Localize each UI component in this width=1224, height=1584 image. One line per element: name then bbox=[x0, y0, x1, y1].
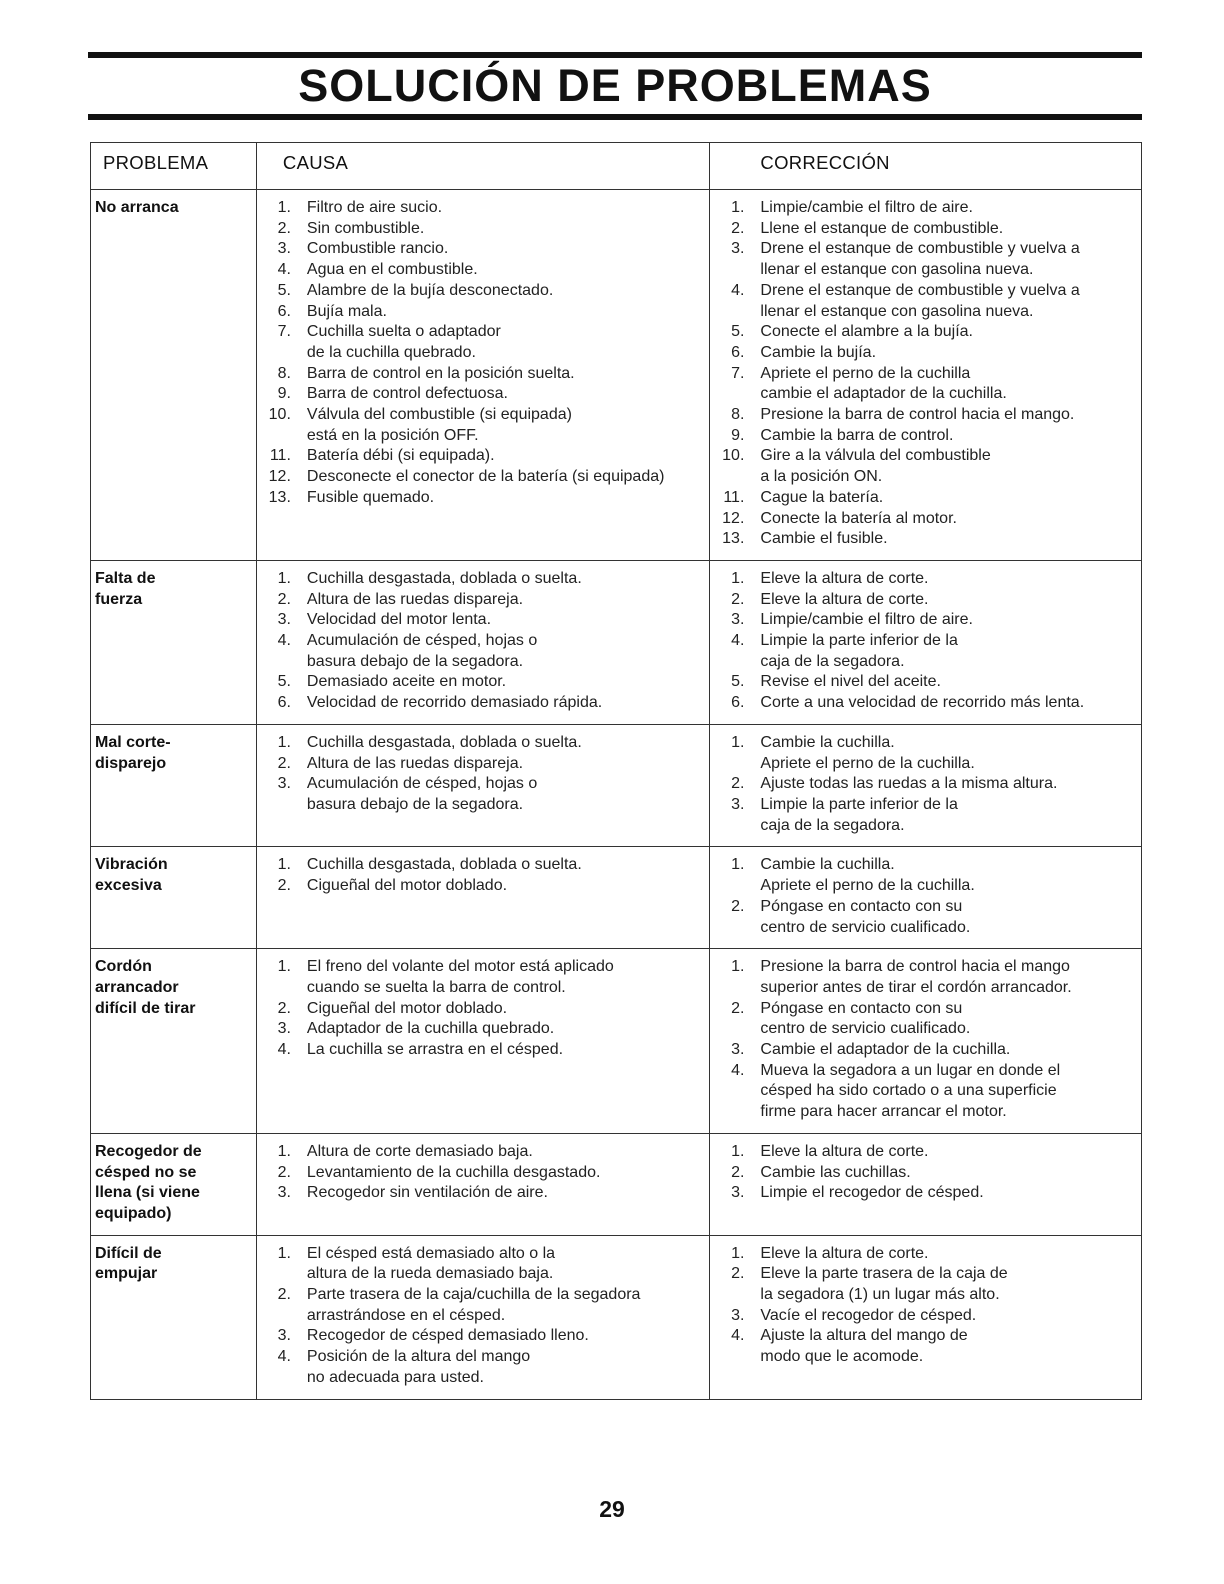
correction-item-number: 2. bbox=[731, 999, 745, 1017]
correction-item bbox=[710, 1183, 1141, 1204]
cause-cell bbox=[256, 847, 710, 949]
cause-item-text: Posición de la altura del mango no adecuada para usted. bbox=[306, 1348, 531, 1386]
cause-item-number: 2. bbox=[277, 219, 291, 237]
correction-item-text: Eleve la altura de corte. bbox=[760, 1142, 929, 1160]
correction-item-number: 12. bbox=[722, 509, 745, 527]
problem-cell: Falta de fuerza bbox=[91, 560, 257, 724]
cause-item-text: Cuchilla desgastada, doblada o suelta. bbox=[306, 569, 582, 587]
table-header-row bbox=[91, 143, 1142, 190]
cause-item-number: 13. bbox=[268, 488, 291, 506]
correction-item bbox=[710, 999, 1141, 1040]
cause-item-text: Acumulación de césped, hojas o basura debajo de la segadora. bbox=[306, 632, 538, 670]
correction-item-number: 4. bbox=[731, 281, 745, 299]
cause-item-number: 4. bbox=[277, 1348, 291, 1366]
correction-item-text: Cambie las cuchillas. bbox=[760, 1163, 911, 1181]
correction-item-number: 1. bbox=[731, 733, 745, 751]
correction-item-number: 2. bbox=[731, 775, 745, 793]
problem-cell: Difícil de empujar bbox=[91, 1235, 257, 1399]
cause-item-number: 2. bbox=[277, 754, 291, 772]
cause-item-text: Sin combustible. bbox=[306, 219, 425, 237]
correction-item-text: Llene el estanque de combustible. bbox=[760, 219, 1004, 237]
cause-item bbox=[257, 733, 710, 754]
correction-item bbox=[710, 488, 1141, 509]
cause-item-text: Combustible rancio. bbox=[306, 240, 449, 258]
column-header-causa: CAUSA bbox=[256, 143, 710, 190]
correction-item bbox=[710, 446, 1141, 487]
cause-item-text: Bujía mala. bbox=[306, 302, 387, 320]
cause-item bbox=[257, 1019, 710, 1040]
cause-item-text: El césped está demasiado alto o la altura de la rueda demasiado baja. bbox=[306, 1244, 556, 1283]
correction-item bbox=[710, 610, 1141, 631]
correction-item-number: 1. bbox=[731, 958, 745, 976]
correction-item bbox=[710, 1244, 1141, 1265]
correction-item bbox=[710, 1142, 1141, 1163]
correction-item bbox=[710, 897, 1141, 938]
cause-item bbox=[257, 754, 710, 775]
correction-item-text: Mueva la segadora a un lugar en donde el césped ha sido cortado o a una superficie firme para hacer arrancar el motor. bbox=[760, 1061, 1061, 1121]
cause-cell bbox=[256, 1133, 710, 1235]
cause-item bbox=[257, 302, 710, 323]
cause-item-number: 8. bbox=[277, 364, 291, 382]
cause-item-number: 5. bbox=[277, 281, 291, 299]
table-row bbox=[91, 949, 1142, 1134]
cause-item bbox=[257, 488, 710, 509]
correction-item-number: 2. bbox=[731, 590, 745, 608]
correction-item-text: Drene el estanque de combustible y vuelva a llenar el estanque con gasolina nueva. bbox=[760, 240, 1080, 279]
correction-item-number: 4. bbox=[731, 1327, 745, 1345]
correction-item-number: 1. bbox=[731, 856, 745, 874]
cause-item-text: Desconecte el conector de la batería (si equipada) bbox=[306, 468, 665, 486]
correction-item-text: Cambie la cuchilla. Apriete el perno de la cuchilla. bbox=[760, 856, 975, 895]
correction-item-text: Limpie la parte inferior de la caja de la segadora. bbox=[760, 632, 958, 670]
correction-item bbox=[710, 1061, 1141, 1123]
correction-item-number: 3. bbox=[731, 1306, 745, 1324]
cause-item-number: 1. bbox=[277, 733, 291, 751]
cause-item bbox=[257, 569, 710, 590]
correction-item bbox=[710, 343, 1141, 364]
correction-item-number: 10. bbox=[722, 447, 745, 465]
cause-item bbox=[257, 467, 710, 488]
correction-item-number: 5. bbox=[731, 323, 745, 341]
correction-cell bbox=[710, 847, 1142, 949]
cause-item bbox=[257, 405, 710, 446]
column-header-correccion: CORRECCIÓN bbox=[710, 143, 1142, 190]
correction-item bbox=[710, 1326, 1141, 1367]
cause-item-number: 2. bbox=[277, 999, 291, 1017]
cause-item-number: 10. bbox=[268, 406, 291, 424]
correction-item-text: Cambie el fusible. bbox=[760, 530, 888, 548]
correction-item-number: 1. bbox=[731, 1142, 745, 1160]
problem-cell: Vibración excesiva bbox=[91, 847, 257, 949]
cause-item-number: 4. bbox=[277, 1041, 291, 1059]
cause-item bbox=[257, 999, 710, 1020]
correction-item-text: Cague la batería. bbox=[760, 488, 884, 506]
correction-item-number: 3. bbox=[731, 1041, 745, 1059]
correction-item-number: 8. bbox=[731, 406, 745, 424]
correction-item-text: Póngase en contacto con su centro de servicio cualificado. bbox=[760, 897, 971, 936]
cause-cell bbox=[256, 560, 710, 724]
correction-item-number: 1. bbox=[731, 569, 745, 587]
correction-item bbox=[710, 672, 1141, 693]
correction-item-number: 1. bbox=[731, 199, 745, 216]
cause-item bbox=[257, 1347, 710, 1388]
troubleshooting-table bbox=[90, 142, 1142, 1400]
cause-item-text: Adaptador de la cuchilla quebrado. bbox=[306, 1020, 555, 1038]
cause-item-text: Agua en el combustible. bbox=[306, 261, 478, 279]
cause-item-number: 1. bbox=[277, 958, 291, 976]
cause-item bbox=[257, 1326, 710, 1347]
cause-item bbox=[257, 1183, 710, 1204]
correction-item-text: Ajuste la altura del mango de modo que le acomode. bbox=[760, 1327, 968, 1366]
cause-item-number: 3. bbox=[277, 1327, 291, 1345]
correction-item-text: Conecte el alambre a la bujía. bbox=[760, 323, 973, 341]
cause-cell bbox=[256, 724, 710, 847]
correction-item bbox=[710, 281, 1141, 322]
problem-cell: No arranca bbox=[91, 190, 257, 561]
cause-item-number: 12. bbox=[268, 468, 291, 486]
cause-item bbox=[257, 774, 710, 815]
cause-item-text: Levantamiento de la cuchilla desgastado. bbox=[306, 1163, 601, 1181]
correction-item bbox=[710, 795, 1141, 836]
cause-item-text: Acumulación de césped, hojas o basura debajo de la segadora. bbox=[306, 775, 538, 813]
cause-cell bbox=[256, 949, 710, 1134]
correction-item bbox=[710, 529, 1141, 550]
cause-item-text: Altura de las ruedas dispareja. bbox=[306, 590, 524, 608]
cause-item-text: Altura de corte demasiado baja. bbox=[306, 1142, 533, 1160]
correction-cell bbox=[710, 1133, 1142, 1235]
cause-item-text: Altura de las ruedas dispareja. bbox=[306, 754, 524, 772]
correction-item bbox=[710, 364, 1141, 405]
cause-item-text: Alambre de la bujía desconectado. bbox=[306, 281, 554, 299]
cause-item bbox=[257, 957, 710, 998]
cause-item-number: 1. bbox=[277, 1244, 291, 1262]
correction-item bbox=[710, 426, 1141, 447]
cause-cell bbox=[256, 1235, 710, 1399]
correction-item-number: 11. bbox=[723, 488, 745, 506]
cause-item-number: 3. bbox=[277, 240, 291, 258]
cause-item-number: 2. bbox=[277, 590, 291, 608]
correction-item-number: 9. bbox=[731, 426, 745, 444]
cause-item bbox=[257, 219, 710, 240]
cause-item-text: Barra de control en la posición suelta. bbox=[306, 364, 575, 382]
correction-item-text: Limpie/cambie el filtro de aire. bbox=[760, 611, 973, 629]
correction-item-number: 2. bbox=[731, 1265, 745, 1283]
column-header-problema: PROBLEMA bbox=[91, 143, 257, 190]
cause-item bbox=[257, 1163, 710, 1184]
correction-cell bbox=[710, 1235, 1142, 1399]
cause-item-text: Velocidad del motor lenta. bbox=[306, 611, 492, 629]
table-row bbox=[91, 1235, 1142, 1399]
cause-item-text: La cuchilla se arrastra en el césped. bbox=[306, 1041, 564, 1059]
cause-item bbox=[257, 384, 710, 405]
correction-item bbox=[710, 693, 1141, 714]
cause-item-text: Fusible quemado. bbox=[306, 488, 435, 506]
cause-item bbox=[257, 672, 710, 693]
cause-item-text: Recogedor de césped demasiado lleno. bbox=[306, 1327, 589, 1345]
correction-item-number: 2. bbox=[731, 897, 745, 915]
correction-item bbox=[710, 774, 1141, 795]
correction-item-number: 2. bbox=[731, 219, 745, 237]
correction-item bbox=[710, 198, 1141, 219]
correction-item-text: Presione la barra de control hacia el mango. bbox=[760, 406, 1075, 424]
correction-item-number: 3. bbox=[731, 611, 745, 629]
cause-item bbox=[257, 364, 710, 385]
correction-item-text: Gire a la válvula del combustible a la posición ON. bbox=[760, 447, 991, 486]
cause-item-number: 4. bbox=[277, 632, 291, 650]
problem-cell: Recogedor de césped no se llena (si viene equipado) bbox=[91, 1133, 257, 1235]
correction-cell bbox=[710, 190, 1142, 561]
correction-cell bbox=[710, 724, 1142, 847]
correction-item bbox=[710, 590, 1141, 611]
correction-item-text: Cambie el adaptador de la cuchilla. bbox=[760, 1041, 1011, 1059]
table-row bbox=[91, 190, 1142, 561]
cause-item bbox=[257, 239, 710, 260]
cause-item bbox=[257, 693, 710, 714]
correction-item-number: 3. bbox=[731, 795, 745, 813]
cause-item bbox=[257, 281, 710, 302]
correction-item-number: 4. bbox=[731, 1061, 745, 1079]
cause-item-text: Cuchilla desgastada, doblada o suelta. bbox=[306, 856, 582, 874]
cause-item bbox=[257, 876, 710, 897]
cause-item bbox=[257, 1040, 710, 1061]
cause-item-text: Barra de control defectuosa. bbox=[306, 385, 508, 403]
cause-item bbox=[257, 610, 710, 631]
cause-item-text: Recogedor sin ventilación de aire. bbox=[306, 1184, 548, 1202]
correction-item bbox=[710, 322, 1141, 343]
correction-item-number: 4. bbox=[731, 632, 745, 650]
cause-item-number: 6. bbox=[277, 694, 291, 712]
cause-item-text: El freno del volante del motor está aplicado cuando se suelta la barra de control. bbox=[306, 958, 614, 996]
cause-item-number: 3. bbox=[277, 1184, 291, 1202]
correction-item-number: 6. bbox=[731, 343, 745, 361]
correction-item-number: 2. bbox=[731, 1163, 745, 1181]
table-row bbox=[91, 560, 1142, 724]
cause-item-number: 3. bbox=[277, 1020, 291, 1038]
cause-item-number: 1. bbox=[277, 1142, 291, 1160]
correction-item-text: Eleve la altura de corte. bbox=[760, 590, 929, 608]
correction-item bbox=[710, 1306, 1141, 1327]
cause-item-text: Válvula del combustible (si equipada) está en la posición OFF. bbox=[306, 406, 572, 444]
correction-item bbox=[710, 733, 1141, 774]
page-title: SOLUCIÓN DE PROBLEMAS bbox=[298, 60, 932, 111]
cause-item-text: Cuchilla suelta o adaptador de la cuchilla quebrado. bbox=[306, 323, 501, 361]
correction-item-text: Eleve la altura de corte. bbox=[760, 1244, 929, 1262]
correction-item-text: Cambie la barra de control. bbox=[760, 426, 954, 444]
correction-item bbox=[710, 1040, 1141, 1061]
correction-item-number: 1. bbox=[731, 1244, 745, 1262]
cause-item bbox=[257, 855, 710, 876]
cause-cell bbox=[256, 190, 710, 561]
cause-item-number: 5. bbox=[277, 673, 291, 691]
cause-item-number: 2. bbox=[277, 877, 291, 895]
cause-item-text: Cuchilla desgastada, doblada o suelta. bbox=[306, 733, 582, 751]
table-row bbox=[91, 1133, 1142, 1235]
correction-item-text: Conecte la batería al motor. bbox=[760, 509, 957, 527]
correction-item bbox=[710, 405, 1141, 426]
correction-item bbox=[710, 239, 1141, 280]
correction-item-text: Apriete el perno de la cuchilla cambie el adaptador de la cuchilla. bbox=[760, 364, 1007, 403]
cause-item-number: 3. bbox=[277, 775, 291, 793]
cause-item-number: 6. bbox=[277, 302, 291, 320]
cause-item bbox=[257, 1244, 710, 1285]
correction-item-text: Corte a una velocidad de recorrido más lenta. bbox=[760, 694, 1085, 712]
correction-item-text: Limpie la parte inferior de la caja de la segadora. bbox=[760, 795, 958, 834]
correction-item-text: Revise el nivel del aceite. bbox=[760, 673, 941, 691]
cause-item-number: 1. bbox=[277, 569, 291, 587]
correction-item-text: Cambie la bujía. bbox=[760, 343, 877, 361]
cause-item bbox=[257, 631, 710, 672]
cause-item bbox=[257, 590, 710, 611]
cause-item-number: 3. bbox=[277, 611, 291, 629]
correction-item-number: 5. bbox=[731, 673, 745, 691]
correction-item bbox=[710, 509, 1141, 530]
cause-item-number: 2. bbox=[277, 1163, 291, 1181]
correction-item-text: Limpie el recogedor de césped. bbox=[760, 1184, 984, 1202]
table-row bbox=[91, 847, 1142, 949]
cause-item-number: 1. bbox=[277, 856, 291, 874]
problem-cell: Mal corte- disparejo bbox=[91, 724, 257, 847]
cause-item bbox=[257, 260, 710, 281]
cause-item-text: Cigueñal del motor doblado. bbox=[306, 999, 508, 1017]
correction-item bbox=[710, 855, 1141, 896]
cause-item bbox=[257, 1142, 710, 1163]
cause-item-number: 4. bbox=[277, 261, 291, 279]
correction-item-number: 3. bbox=[731, 240, 745, 258]
cause-item-text: Velocidad de recorrido demasiado rápida. bbox=[306, 694, 603, 712]
cause-item-text: Batería débi (si equipada). bbox=[306, 447, 495, 465]
correction-item-number: 3. bbox=[731, 1184, 745, 1202]
cause-item-text: Cigueñal del motor doblado. bbox=[306, 877, 508, 895]
correction-item-text: Póngase en contacto con su centro de servicio cualificado. bbox=[760, 999, 971, 1038]
cause-item-number: 1. bbox=[277, 199, 291, 216]
cause-item-number: 7. bbox=[277, 323, 291, 341]
correction-item-number: 6. bbox=[731, 694, 745, 712]
problem-cell: Cordón arrancador difícil de tirar bbox=[91, 949, 257, 1134]
correction-item-text: Limpie/cambie el filtro de aire. bbox=[760, 199, 973, 216]
correction-item bbox=[710, 219, 1141, 240]
cause-item bbox=[257, 446, 710, 467]
cause-item bbox=[257, 198, 710, 219]
cause-item-text: Parte trasera de la caja/cuchilla de la segadora arrastrándose en el césped. bbox=[306, 1286, 641, 1324]
correction-item bbox=[710, 1264, 1141, 1305]
correction-item bbox=[710, 569, 1141, 590]
correction-cell bbox=[710, 949, 1142, 1134]
correction-item-number: 13. bbox=[722, 530, 745, 548]
table-row bbox=[91, 724, 1142, 847]
cause-item-number: 9. bbox=[277, 385, 291, 403]
correction-item-text: Drene el estanque de combustible y vuelva a llenar el estanque con gasolina nueva. bbox=[760, 281, 1080, 320]
correction-item bbox=[710, 631, 1141, 672]
correction-item-text: Eleve la parte trasera de la caja de la segadora (1) un lugar más alto. bbox=[760, 1265, 1008, 1304]
correction-item-text: Presione la barra de control hacia el mango superior antes de tirar el cordón arrancador. bbox=[760, 958, 1072, 996]
correction-item bbox=[710, 1163, 1141, 1184]
cause-item-text: Filtro de aire sucio. bbox=[306, 199, 443, 216]
correction-item-text: Ajuste todas las ruedas a la misma altura. bbox=[760, 775, 1058, 793]
cause-item-number: 2. bbox=[277, 1286, 291, 1304]
page-number: 29 bbox=[599, 1496, 625, 1522]
correction-item-text: Cambie la cuchilla. Apriete el perno de la cuchilla. bbox=[760, 733, 975, 772]
correction-item-text: Eleve la altura de corte. bbox=[760, 569, 929, 587]
cause-item-number: 11. bbox=[269, 447, 291, 465]
correction-item-number: 7. bbox=[731, 364, 745, 382]
correction-item-text: Vacíe el recogedor de césped. bbox=[760, 1306, 977, 1324]
cause-item bbox=[257, 322, 710, 363]
correction-item bbox=[710, 957, 1141, 998]
cause-item bbox=[257, 1285, 710, 1326]
title-rule-bottom bbox=[88, 114, 1142, 120]
correction-cell bbox=[710, 560, 1142, 724]
cause-item-text: Demasiado aceite en motor. bbox=[306, 673, 507, 691]
